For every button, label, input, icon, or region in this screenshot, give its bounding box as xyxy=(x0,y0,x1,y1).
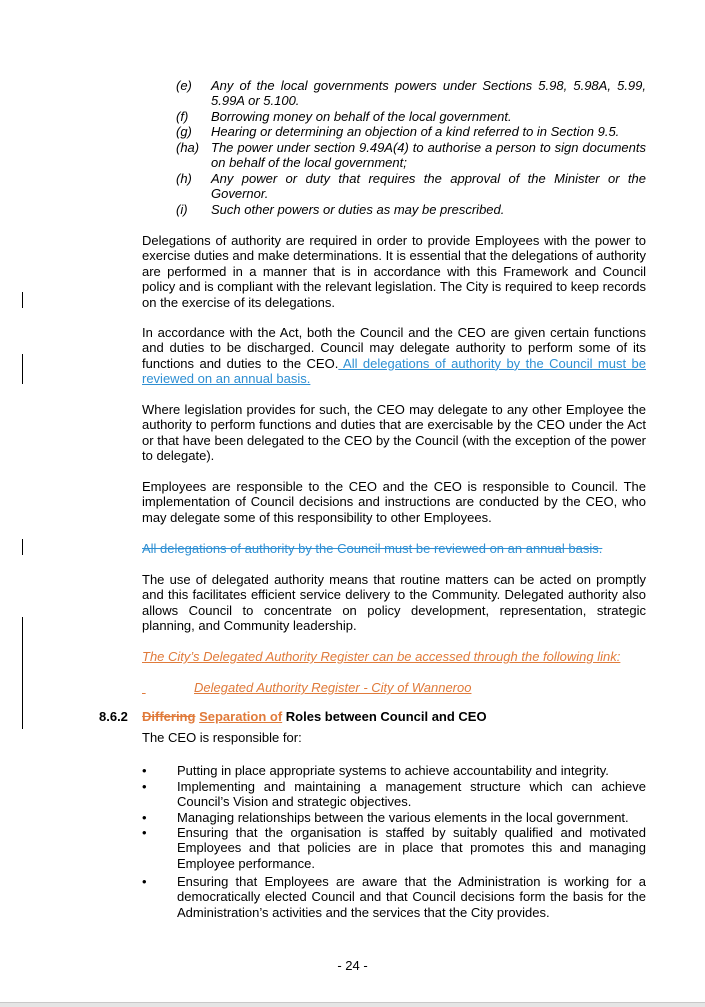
bullet-glyph: • xyxy=(142,763,147,778)
change-bar xyxy=(22,617,23,729)
paragraph-text: Delegations of authority are required in order to provide Employees with the power to exercise duties and make determinations. It is essential that the delegations of authority are performed in a manner that is in accordance with this Framework and Council policy and is compliant with the relevant legislation. The City is required to keep records on the exercise of its delegations. xyxy=(142,233,646,310)
tracked-deletion: All delegations of authority by the Council must be reviewed on an annual basis. xyxy=(142,541,603,556)
paragraph-text: In accordance with the Act, both the Council and the CEO are given certain functions and duties to be discharged. Council may delegate authority to perform some of its functions and duties to the CEO. xyxy=(142,325,646,371)
bullet-text: Ensuring that the organisation is staffed by suitably qualified and motivated Employees and that policies are in place that promotes this and managing Employee performance. xyxy=(177,825,646,871)
list-label: (f) xyxy=(176,109,189,124)
tracked-insertion: All delegations of authority by the Council must be reviewed on an annual basis. xyxy=(142,355,646,387)
paragraph-register-link-intro xyxy=(142,649,646,664)
paragraph-text: Employees are responsible to the CEO and the CEO is responsible to Council. The implementation of Council decisions and instructions are conducted by the CEO, who may delegate some of this responsibility to other Employees. xyxy=(142,479,646,525)
paragraph-delegations-required xyxy=(142,233,646,310)
paragraph-register-link xyxy=(142,680,646,695)
paragraph-text: The CEO is responsible for: xyxy=(142,730,302,745)
list-text: Such other powers or duties as may be prescribed. xyxy=(211,202,505,217)
list-item xyxy=(176,124,646,140)
tracked-insertion-indent xyxy=(142,680,194,695)
list-label: (ha) xyxy=(176,140,200,155)
bullet-glyph: • xyxy=(142,825,147,840)
list-text: Hearing or determining an objection of a kind referred to in Section 9.5. xyxy=(211,124,620,139)
list-text: The power under section 9.49A(4) to authorise a person to sign documents on behalf of the local government; xyxy=(211,140,646,171)
bullet-text: Implementing and maintaining a management structure which can achieve Council’s Vision and strategic objectives. xyxy=(177,779,646,810)
change-bar xyxy=(22,292,23,308)
list-item xyxy=(176,171,646,202)
paragraph-text: The use of delegated authority means that routine matters can be acted on promptly and this facilitates efficient service delivery to the Community. Delegated authority also allows Council to concentrate on policy development, representation, strategic planning, and Community leadership. xyxy=(142,572,646,634)
page-edge xyxy=(0,1002,705,1007)
bullet-text: Ensuring that Employees are aware that the Administration is working for a democratically elected Council and that Council decisions form the basis for the Administration’s activities and the services that the City provides. xyxy=(177,874,646,920)
change-bar xyxy=(22,354,23,384)
page-number: - 24 - xyxy=(337,958,368,973)
list-label: (g) xyxy=(176,124,192,139)
list-item xyxy=(176,140,646,171)
list-label: (i) xyxy=(176,202,188,217)
list-item xyxy=(176,202,646,218)
paragraph-act-functions xyxy=(142,325,646,387)
paragraph-text: Where legislation provides for such, the CEO may delegate to any other Employee the authority to perform functions and duties that are exercisable by the CEO under the Act or that have been delegated to the CEO by the Council (with the exception of the power to delegate). xyxy=(142,402,646,464)
tracked-deletion: Differing xyxy=(142,709,196,724)
tracked-insertion: The City’s Delegated Authority Register can be accessed through the following link: xyxy=(142,649,621,664)
section-number: 8.6.2 xyxy=(99,709,128,724)
tracked-insertion: Separation of xyxy=(199,709,283,724)
section-title-text: Roles between Council and CEO xyxy=(285,709,487,724)
list-item xyxy=(176,109,646,125)
bullet-glyph: • xyxy=(142,874,147,889)
bullet-text: Putting in place appropriate systems to achieve accountability and integrity. xyxy=(177,763,609,778)
section-title xyxy=(142,709,487,724)
list-text: Borrowing money on behalf of the local government. xyxy=(211,109,512,124)
paragraph-employees-responsible xyxy=(142,479,646,525)
register-link[interactable]: Delegated Authority Register - City of Wanneroo xyxy=(194,680,472,695)
bullet-glyph: • xyxy=(142,779,147,794)
list-label: (h) xyxy=(176,171,192,186)
bullet-glyph: • xyxy=(142,810,147,825)
section-intro xyxy=(142,730,646,745)
list-text: Any power or duty that requires the approval of the Minister or the Governor. xyxy=(211,171,646,202)
list-item xyxy=(176,78,646,109)
bullet-text: Managing relationships between the various elements in the local government. xyxy=(177,810,629,825)
paragraph-delegated-authority-use xyxy=(142,572,646,634)
list-text: Any of the local governments powers under Sections 5.98, 5.98A, 5.99, 5.99A or 5.100. xyxy=(211,78,646,109)
paragraph-ceo-delegate xyxy=(142,402,646,464)
list-label: (e) xyxy=(176,78,192,93)
paragraph-deleted-annual-review xyxy=(142,541,646,556)
change-bar xyxy=(22,539,23,555)
